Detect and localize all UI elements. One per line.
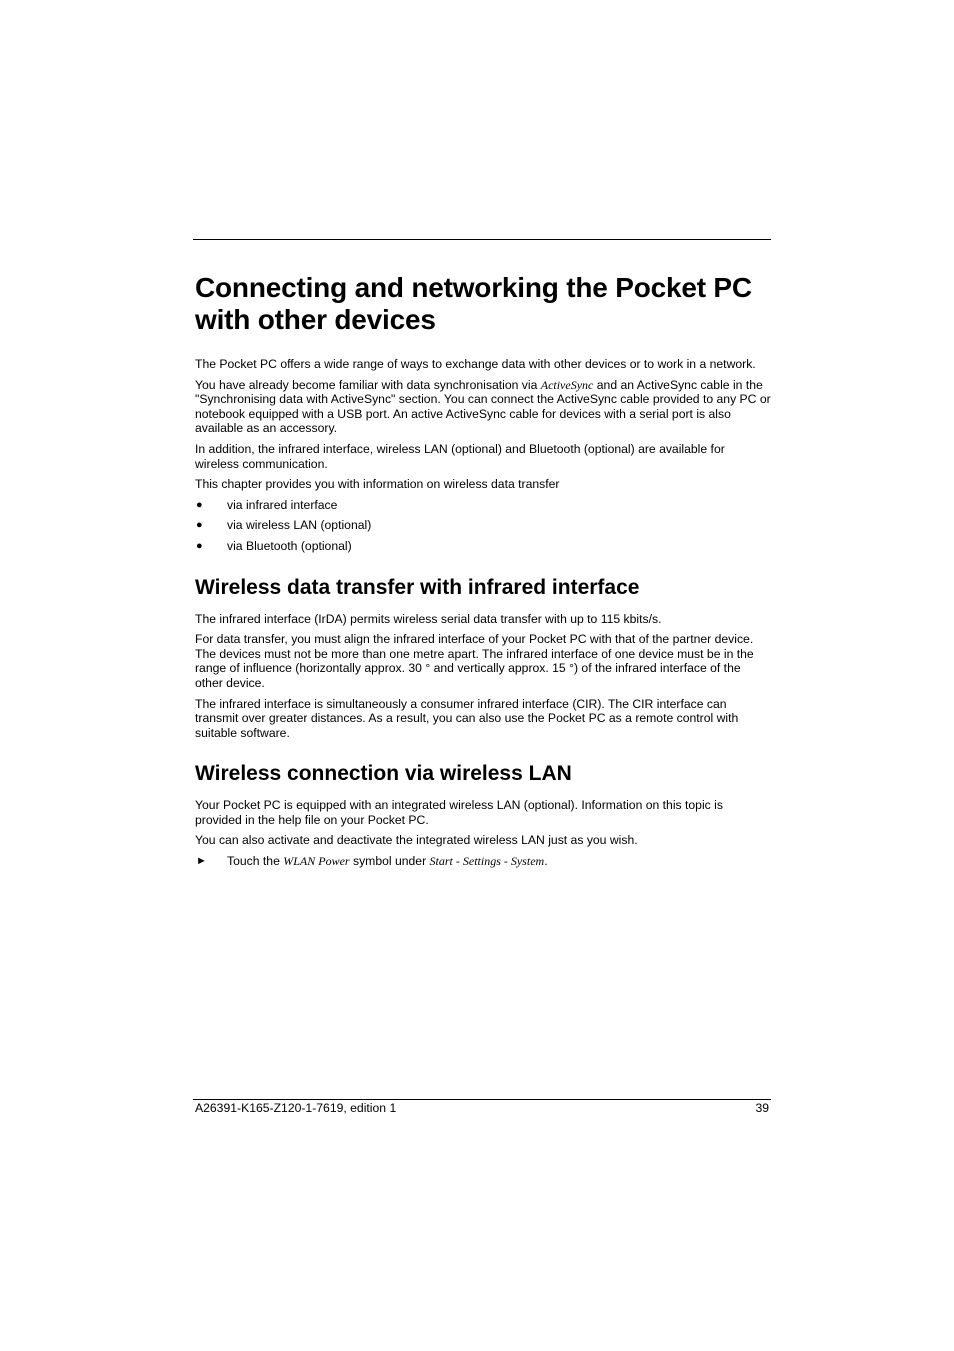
header-rule [193, 239, 771, 240]
list-item [195, 498, 771, 513]
intro-paragraph-2 [195, 378, 771, 436]
list-item [195, 518, 771, 533]
wlan-power-term: WLAN Power [283, 854, 350, 869]
list-item-text: via infrared interface [227, 497, 338, 512]
transfer-methods-list [195, 498, 771, 554]
menu-path-term: Start - Settings - System [429, 854, 545, 869]
intro-p2-text-after: and an ActiveSync cable in the "Synchronising data with ActiveSync" section. You can connect the ActiveSync cable provided to any PC or notebook equipped with a USB port. An active ActiveSync cable for devices with a serial port is also available as an accessory. [195, 377, 771, 436]
step-text-before: Touch the [227, 854, 284, 869]
footer-document-id: A26391-K165-Z120-1-7619, edition 1 [195, 1101, 397, 1115]
section-title-wlan: Wireless connection via wireless LAN [195, 762, 572, 786]
list-item [195, 539, 771, 554]
arrow-right-icon: ► [196, 855, 207, 868]
chapter-title: Connecting and networking the Pocket PC with other devices [195, 272, 752, 335]
footer-page-number: 39 [755, 1101, 769, 1115]
footer-rule [193, 1099, 771, 1100]
bullet-icon: ● [196, 539, 203, 552]
intro-paragraph-4: This chapter provides you with information on wireless data transfer [195, 477, 560, 492]
list-item-text: via wireless LAN (optional) [227, 518, 372, 533]
infrared-paragraph-1: The infrared interface (IrDA) permits wireless serial data transfer with up to 115 kbits/s. [195, 611, 662, 626]
bullet-icon: ● [196, 498, 203, 511]
page-content [195, 272, 771, 869]
section-title-infrared: Wireless data transfer with infrared interface [195, 575, 640, 599]
list-item-text: via Bluetooth (optional) [227, 538, 352, 553]
intro-paragraph-1: The Pocket PC offers a wide range of ways to exchange data with other devices or to work in a network. [195, 357, 756, 371]
bullet-icon: ● [196, 519, 203, 532]
infrared-paragraph-3: The infrared interface is simultaneously a consumer infrared interface (CIR). The CIR interface can transmit over greater distances. As a result, you can also use the Pocket PC as a remote control with suitable software. [195, 696, 739, 740]
wlan-paragraph-1: Your Pocket PC is equipped with an integrated wireless LAN (optional). Information on this topic is provided in the help file on your Pocket PC. [195, 798, 723, 827]
step-text-middle: symbol under [349, 854, 430, 869]
activesync-term: ActiveSync [540, 377, 594, 392]
infrared-paragraph-2: For data transfer, you must align the infrared interface of your Pocket PC with that of the partner device. The devices must not be more than one metre apart. The infrared interface of one device must be in the range of influence (horizontally approx. 30 ° and vertically approx. 15 °) of the infrared interface of the other device. [195, 632, 754, 690]
wlan-paragraph-2: You can also activate and deactivate the integrated wireless LAN just as you wish. [195, 833, 638, 848]
intro-p2-text-before: You have already become familiar with data synchronisation via [195, 377, 541, 392]
step-text-after: . [544, 854, 548, 869]
intro-paragraph-3: In addition, the infrared interface, wireless LAN (optional) and Bluetooth (optional) are available for wireless communication. [195, 441, 725, 471]
instruction-step [195, 854, 771, 869]
